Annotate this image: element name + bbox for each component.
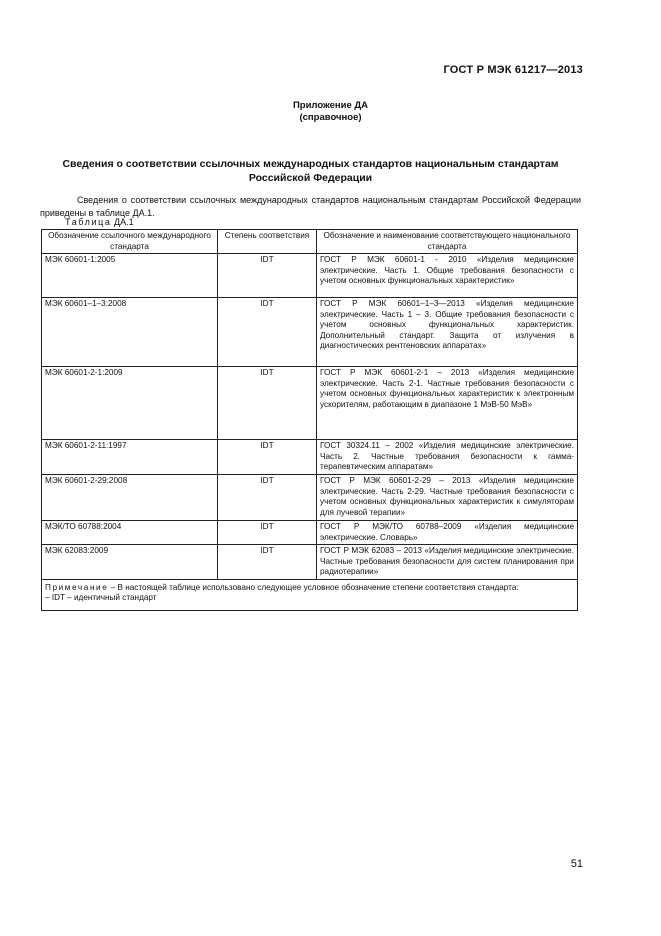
intl-standard-cell: МЭК 60601-2-29:2008 (42, 475, 218, 521)
table-header-row (42, 230, 578, 254)
note-label: Примечание (45, 582, 109, 592)
header-degree: Степень соответствия (218, 230, 317, 254)
table-row (42, 440, 578, 475)
degree-cell: IDT (218, 521, 317, 545)
header-intl-standard: Обозначение ссылочного международного стандарта (42, 230, 218, 254)
note-item: – IDT – идентичный стандарт (45, 593, 157, 602)
intl-standard-cell: МЭК 60601–1–3:2008 (42, 298, 218, 367)
table-row (42, 254, 578, 298)
table-row (42, 545, 578, 580)
table-caption-number: ДА.1 (114, 217, 134, 227)
standard-code-header: ГОСТ Р МЭК 61217—2013 (443, 64, 583, 76)
national-standard-cell: ГОСТ Р МЭК/ТО 60788–2009 «Изделия медицинские электрические. Словарь» (317, 521, 578, 545)
table-caption-word: Таблица (65, 217, 112, 227)
appendix-heading (0, 100, 661, 124)
intl-standard-cell: МЭК/ТО 60788:2004 (42, 521, 218, 545)
page-number: 51 (570, 858, 583, 870)
degree-cell: IDT (218, 254, 317, 298)
national-standard-cell: ГОСТ 30324.11 – 2002 «Изделия медицинские электрические. Часть 2. Частные требования безопасности к гамма-терапевтическим аппаратам» (317, 440, 578, 475)
intl-standard-cell: МЭК 60601-2-11:1997 (42, 440, 218, 475)
national-standard-cell: ГОСТ Р МЭК 62083 – 2013 «Изделия медицинские электрические. Частные требования безопасности для систем планирования при радиотерапии» (317, 545, 578, 580)
section-title: Сведения о соответствии ссылочных международных стандартов национальным стандартам Российской Федерации (62, 158, 559, 184)
intl-standard-cell: МЭК 62083:2009 (42, 545, 218, 580)
national-standard-cell: ГОСТ Р МЭК 60601-2-1 – 2013 «Изделия медицинские электрические. Часть 2-1. Частные требования безопасности с учетом основных функциональных характеристик к электронным ускорителям, работающим в диапазоне 1 МэВ-50 МэВ» (317, 367, 578, 440)
degree-cell: IDT (218, 367, 317, 440)
table-row (42, 367, 578, 440)
table-row (42, 521, 578, 545)
national-standard-cell: ГОСТ Р МЭК 60601–1–3—2013 «Изделия медицинские электрические. Часть 1 – 3. Общие требования безопасности с учетом основных функциональных характеристик. Дополнительный стандарт. Защита от излучения в диагностических рентгеновских аппаратах» (317, 298, 578, 367)
note-text: – В настоящей таблице использовано следующее условное обозначение степени соответствия стандарта: (108, 582, 519, 592)
table-note (42, 579, 578, 610)
national-standard-cell: ГОСТ Р МЭК 60601-2-29 – 2013 «Изделия медицинские электрические. Часть 2-29. Частные требования безопасности с учетом основных функциональных характеристик к симуляторам для лучевой терапии» (317, 475, 578, 521)
appendix-title: Приложение ДА (292, 100, 369, 111)
table-caption (65, 217, 134, 228)
degree-cell: IDT (218, 440, 317, 475)
intl-standard-cell: МЭК 60601-1:2005 (42, 254, 218, 298)
table-row (42, 475, 578, 521)
standards-table (41, 229, 578, 611)
table-note-row (42, 579, 578, 610)
degree-cell: IDT (218, 475, 317, 521)
intl-standard-cell: МЭК 60601-2-1:2009 (42, 367, 218, 440)
intro-paragraph: Сведения о соответствии ссылочных международных стандартов национальным стандартам Российской Федерации приведены в таблице ДА.1. (40, 195, 581, 218)
appendix-subtitle: (справочное) (299, 112, 362, 123)
national-standard-cell: ГОСТ Р МЭК 60601-1 - 2010 «Изделия медицинские электрические. Часть 1. Общие требования безопасности с учетом основных функциональных характеристик» (317, 254, 578, 298)
header-national-standard: Обозначение и наименование соответствующего национального стандарта (317, 230, 578, 254)
degree-cell: IDT (218, 545, 317, 580)
table-row (42, 298, 578, 367)
degree-cell: IDT (218, 298, 317, 367)
